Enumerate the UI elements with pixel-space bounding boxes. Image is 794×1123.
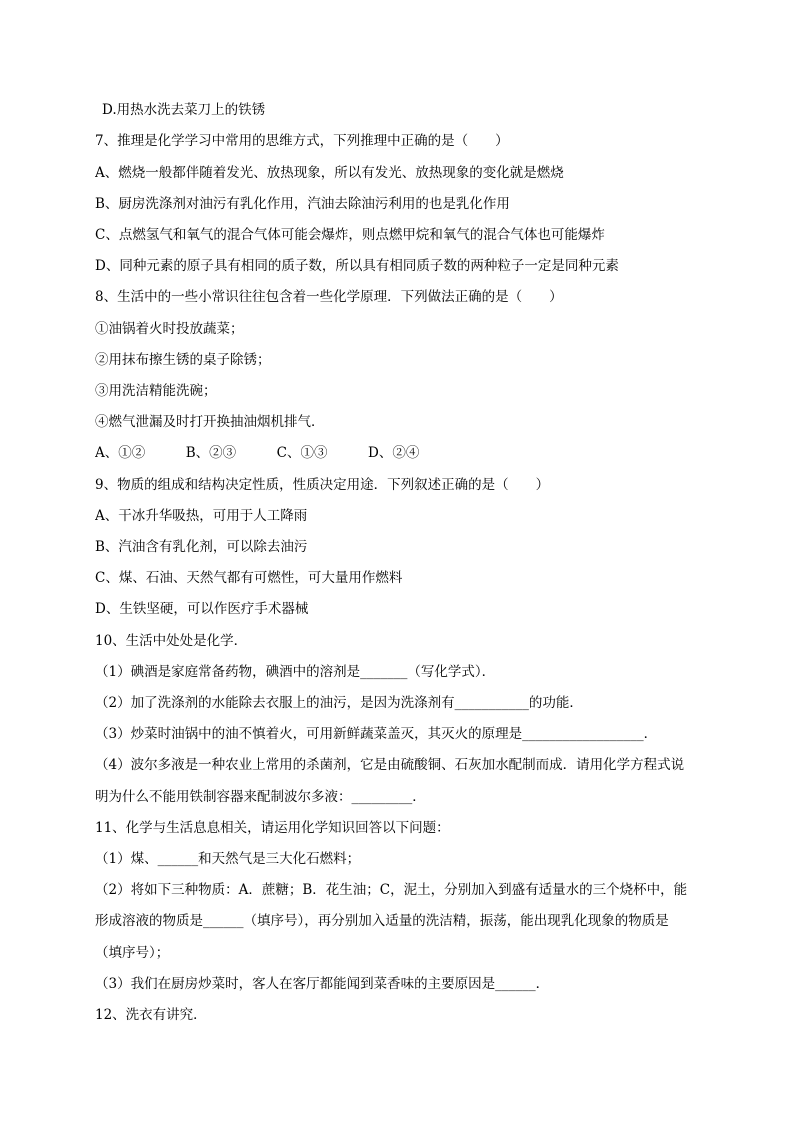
option-6d-text: D.用热水洗去菜刀上的铁锈 [102,102,266,118]
question-9-option-c: C、煤、石油、天然气都有可燃性，可大量用作燃料 [95,570,403,586]
question-10-part-4-line-1: （4）波尔多液是一种农业上常用的杀菌剂，它是由硫酸铜、石灰加水配制而成．请用化学方程式说 [95,757,685,773]
question-9-option-d: D、生铁坚硬，可以作医疗手术器械 [95,601,309,617]
question-8-item-4: ④燃气泄漏及时打开换抽油烟机排气． [95,414,325,430]
question-10-part-2: （2）加了洗涤剂的水能除去衣服上的油污，是因为洗涤剂有___________的功能． [95,695,583,711]
question-7-option-b: B、厨房洗涤剂对油污有乳化作用，汽油去除油污利用的也是乳化作用 [95,196,510,212]
question-10-part-3: （3）炒菜时油锅中的油不慎着火，可用新鲜蔬菜盖灭，其灭火的原理是__________________． [95,726,658,742]
question-10-part-1: （1）碘酒是家庭常备药物，碘酒中的溶剂是_______（写化学式）． [95,664,496,680]
question-8-item-2: ②用抹布擦生锈的桌子除锈； [95,352,271,368]
question-9-option-a: A、干冰升华吸热，可用于人工降雨 [95,508,308,524]
question-9-stem: 9、物质的组成和结构决定性质，性质决定用途．下列叙述正确的是（ ） [95,477,550,493]
question-7-stem: 7、推理是化学学习中常用的思维方式，下列推理中正确的是（ ） [95,133,509,149]
question-7-option-c: C、点燃氢气和氧气的混合气体可能会爆炸，则点燃甲烷和氧气的混合气体也可能爆炸 [95,227,605,243]
question-8-options: A、①② B、②③ C、①③ D、②④ [95,445,420,461]
question-11-part-2-line-1: （2）将如下三种物质：A．蔗糖；B．花生油；C，泥土，分别加入到盛有适量水的三个烧杯中，能 [95,882,688,898]
question-9-option-b: B、汽油含有乳化剂，可以除去油污 [95,539,308,555]
question-8-item-1: ①油锅着火时投放蔬菜； [95,321,244,337]
question-12-stem: 12、洗衣有讲究． [95,1007,207,1023]
question-11-part-1: （1）煤、______和天然气是三大化石燃料； [95,851,361,867]
question-7-option-d: D、同种元素的原子具有相同的质子数，所以具有相同质子数的两种粒子一定是同种元素 [95,258,619,274]
question-7-option-a: A、燃烧一般都伴随着发光、放热现象，所以有发光、放热现象的变化就是燃烧 [95,165,564,181]
question-8-stem: 8、生活中的一些小常识往往包含着一些化学原理．下列做法正确的是（ ） [95,289,563,305]
question-8-item-3: ③用洗洁精能洗碗； [95,383,217,399]
question-11-part-2-line-2: 形成溶液的物质是______（填序号），再分别加入适量的洗洁精，振荡，能出现乳化现象的物质是 [95,913,669,929]
question-11-part-2-line-3: （填序号）； [95,945,170,961]
question-10-part-4-line-2: 明为什么不能用铁制容器来配制波尔多液：_________． [95,789,426,805]
question-10-stem: 10、生活中处处是化学． [95,633,248,649]
question-11-part-3: （3）我们在厨房炒菜时，客人在客厅都能闻到菜香味的主要原因是______． [95,976,550,992]
question-11-stem: 11、化学与生活息息相关，请运用化学知识回答以下问题： [95,820,450,836]
